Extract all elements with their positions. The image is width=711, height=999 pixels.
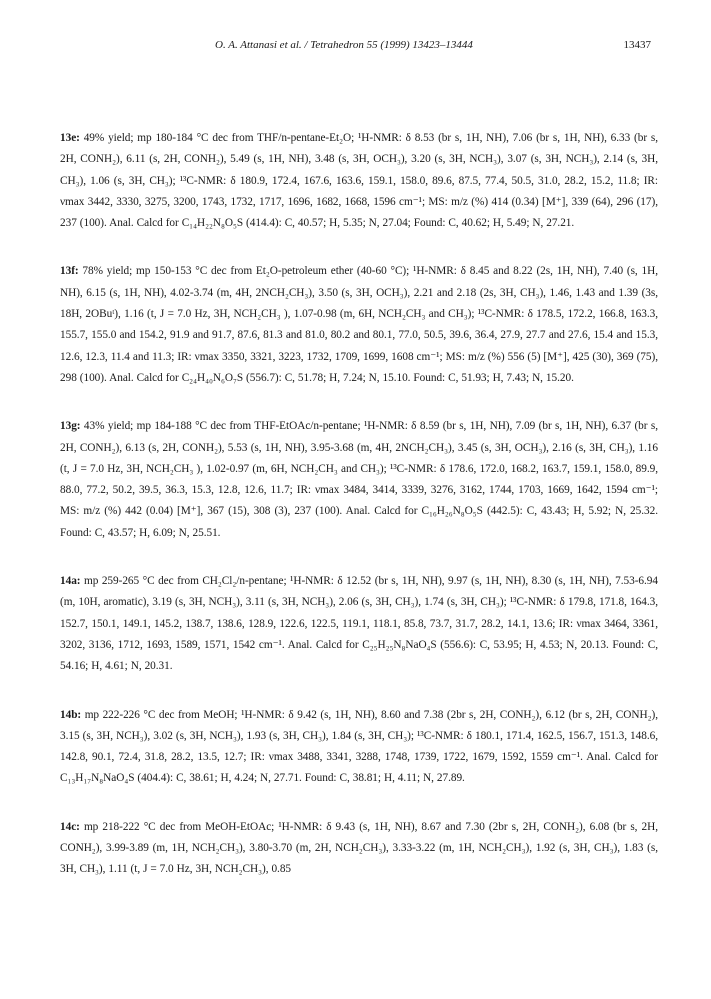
compound-label: 13f: [60,265,79,278]
compound-data: mp 222-226 °C dec from MeOH; ¹H-NMR: δ 9.42 (s, 1H, NH), 8.60 and 7.38 (2br s, 2H, CONH₂), 6.12 (br s, 2H, CONH₂), 3.15 (s, 3H, NCH₃), 3.02 (s, 3H, NCH₃), 1.93 (s, 3H, CH₃), 1.84 (s, 3H, CH₃); ¹³C-NMR: δ 180.1, 171.4, 162.5, 156.7, 151.3, 148.6, 142.8, 90.1, 72.4, 31.8, 28.2, 13.5, 12.7; IR: νmax 3488, 3341, 3288, 1748, 1739, 1722, 1679, 1592, 1559 cm⁻¹. Anal. Calcd for C₁₃H₁₇N₈NaO₄S (404.4): C, 38.61; H, 4.24; N, 27.71. Found: C, 38.81; H, 4.11; N, 27.89. [60,708,658,785]
compound-entry-14a [60,571,658,677]
compound-data: mp 218-222 °C dec from MeOH-EtOAc; ¹H-NMR: δ 9.43 (s, 1H, NH), 8.67 and 7.30 (2br s, 2H, CONH₂), 6.08 (br s, 2H, CONH₂), 3.99-3.89 (m, 1H, NCH₂CH₃), 3.80-3.70 (m, 2H, NCH₂CH₃), 3.33-3.22 (m, 1H, NCH₂CH₃), 1.92 (s, 3H, CH₃), 1.83 (s, 3H, CH₃), 1.11 (t, J = 7.0 Hz, 3H, NCH₂CH₃), 0.85 [60,820,658,876]
running-title: O. A. Attanasi et al. / Tetrahedron 55 (1999) 13423–13444 [215,39,473,51]
compound-label: 13g: [60,420,81,433]
compound-entry-14c [60,817,658,881]
compound-label: 14c: [60,820,80,833]
compound-data: 43% yield; mp 184-188 °C dec from THF-EtOAc/n-pentane; ¹H-NMR: δ 8.59 (br s, 1H, NH), 7.09 (br s, 1H, NH), 6.37 (br s, 2H, CONH₂), 6.13 (s, 2H, CONH₂), 5.53 (s, 1H, NH), 3.95-3.68 (m, 4H, 2NCH₂CH₃), 3.45 (s, 3H, OCH₃), 2.16 (s, 3H, CH₃), 1.16 (t, J = 7.0 Hz, 3H, NCH₂CH₃ ), 1.02-0.97 (m, 6H, NCH₂CH₃ and CH₃); ¹³C-NMR: δ 178.6, 172.0, 168.2, 163.7, 159.1, 158.0, 89.9, 88.0, 77.2, 50.2, 39.5, 36.3, 15.3, 12.8, 12.6, 11.7; IR: νmax 3484, 3414, 3339, 3276, 3162, 1744, 1703, 1669, 1642, 1594 cm⁻¹; MS: m/z (%) 442 (0.04) [M⁺], 367 (15), 308 (3), 237 (100). Anal. Calcd for C₁₆H₂₆N₈O₅S (442.5): C, 43.43; H, 5.92; N, 25.32. Found: C, 43.57; H, 6.09; N, 25.51. [60,420,658,539]
compound-data: 78% yield; mp 150-153 °C dec from Et₂O-petroleum ether (40-60 °C); ¹H-NMR: δ 8.45 and 8.22 (2s, 1H, NH), 7.40 (s, 1H, NH), 6.15 (s, 1H, NH), 4.02-3.74 (m, 4H, 2NCH₂CH₃), 3.50 (s, 3H, OCH₃), 2.21 and 2.18 (2s, 3H, CH₃), 1.46, 1.43 and 1.39 (3s, 18H, 2OBuᵗ), 1.16 (t, J = 7.0 Hz, 3H, NCH₂CH₃ ), 1.07-0.98 (m, 6H, NCH₂CH₃ and CH₃); ¹³C-NMR: δ 178.5, 172.2, 166.8, 163.3, 155.7, 155.0 and 154.2, 91.9 and 91.7, 87.6, 81.3 and 81.0, 80.2 and 80.1, 77.0, 50.5, 39.6, 36.4, 27.9, 27.7 and 27.6, 15.4 and 15.3, 12.6, 12.3, 11.4 and 11.3; IR: νmax 3350, 3321, 3223, 1732, 1709, 1699, 1608 cm⁻¹; MS: m/z (%) 556 (5) [M⁺], 425 (30), 369 (75), 298 (100). Anal. Calcd for C₂₄H₄₀N₆O₇S (556.7): C, 51.78; H, 7.24; N, 15.10. Found: C, 51.93; H, 7.43; N, 15.20. [60,265,658,384]
compound-entry-14b [60,705,658,790]
compound-label: 13e: [60,132,80,144]
compound-entry-13e [60,128,658,234]
compound-label: 14b: [60,708,82,721]
compound-data: 49% yield; mp 180-184 °C dec from THF/n-pentane-Et₂O; ¹H-NMR: δ 8.53 (br s, 1H, NH), 7.06 (br s, 1H, NH), 6.33 (br s, 2H, CONH₂), 6.11 (s, 2H, CONH₂), 5.49 (s, 1H, NH), 3.48 (s, 3H, OCH₃), 3.20 (s, 3H, NCH₃), 3.07 (s, 3H, NCH₃), 2.14 (s, 3H, CH₃), 1.06 (s, 3H, CH₃); ¹³C-NMR: δ 180.9, 172.4, 167.6, 163.6, 159.1, 158.0, 89.6, 87.5, 77.4, 50.5, 31.0, 28.2, 15.2, 11.8; IR: νmax 3442, 3330, 3275, 3200, 1743, 1732, 1717, 1696, 1682, 1668, 1596 cm⁻¹; MS: m/z (%) 414 (0.34) [M⁺], 339 (64), 296 (17), 237 (100). Anal. Calcd for C₁₄H₂₂N₈O₅S (414.4): C, 40.57; H, 5.35; N, 27.04; Found: C, 40.62; H, 5.49; N, 27.21. [60,132,658,230]
compound-data: mp 259-265 °C dec from CH₂Cl₂/n-pentane; ¹H-NMR: δ 12.52 (br s, 1H, NH), 9.97 (s, 1H, NH), 8.30 (s, 1H, NH), 7.53-6.94 (m, 10H, aromatic), 3.19 (s, 3H, NCH₃), 3.11 (s, 3H, NCH₃), 2.06 (s, 3H, CH₃), 1.74 (s, 3H, CH₃); ¹³C-NMR: δ 179.8, 171.8, 164.3, 152.7, 150.1, 149.1, 145.2, 138.7, 138.6, 128.9, 122.6, 122.5, 119.1, 118.1, 85.8, 73.7, 31.7, 28.2, 14.1, 13.6; IR: νmax 3464, 3361, 3202, 3136, 1712, 1693, 1589, 1571, 1542 cm⁻¹. Anal. Calcd for C₂₅H₂₅N₈NaO₄S (556.6): C, 53.95; H, 4.53; N, 20.13. Found: C, 54.16; H, 4.61; N, 20.31. [60,575,658,673]
page-number: 13437 [623,39,651,51]
compound-entry-13f [60,261,658,389]
compound-entry-13g [60,416,658,544]
compound-label: 14a: [60,575,81,588]
experimental-section [60,128,658,908]
